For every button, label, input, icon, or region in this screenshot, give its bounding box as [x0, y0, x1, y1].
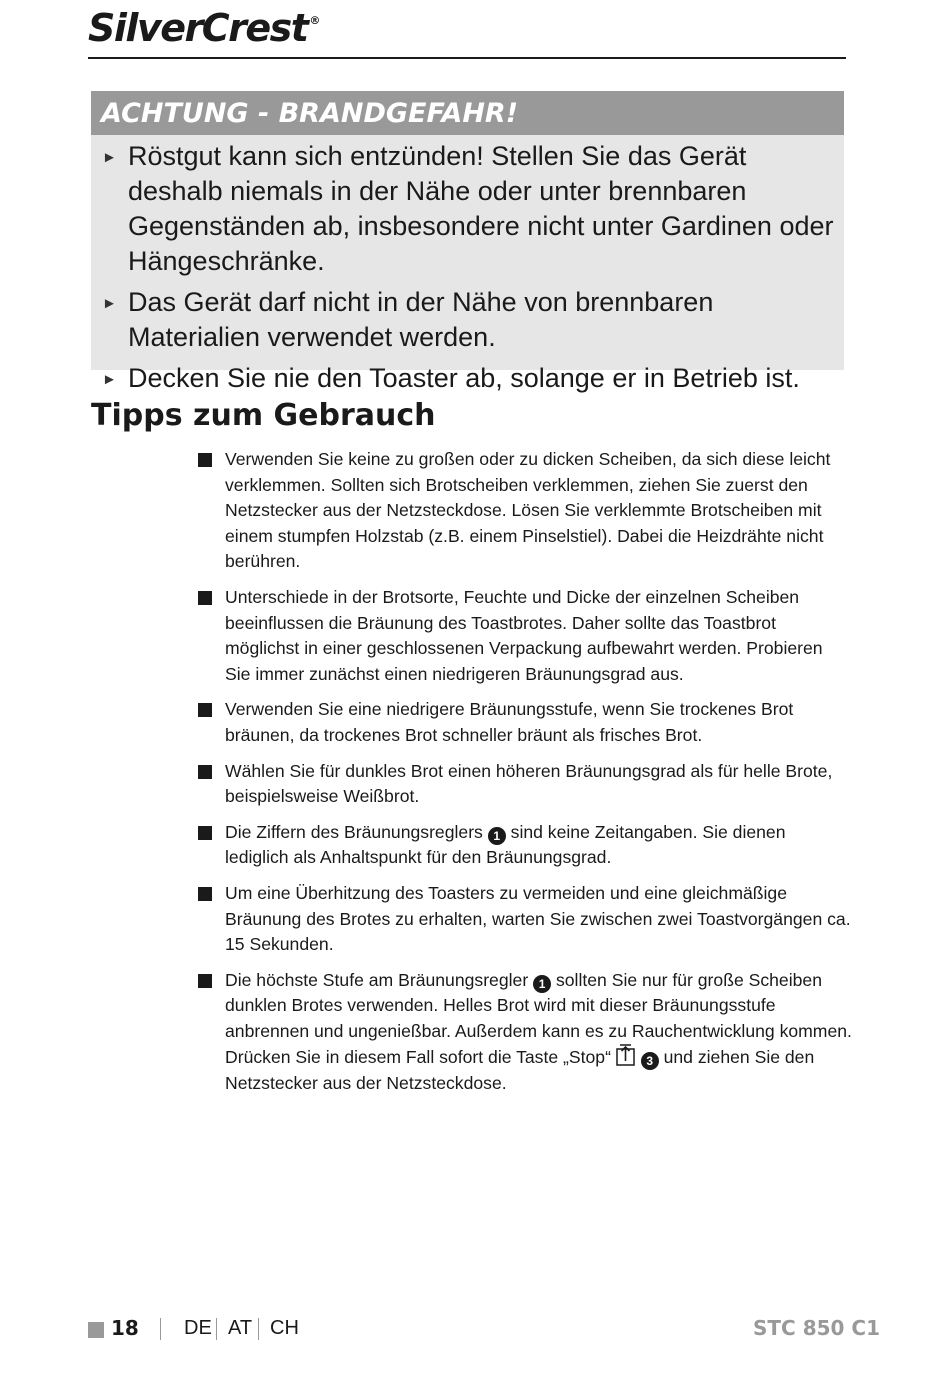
- footer-divider: [258, 1318, 259, 1340]
- browning-dial-ref-badge: 1: [488, 827, 506, 845]
- language-code: DE: [184, 1317, 212, 1339]
- page-footer: [88, 1316, 880, 1346]
- tips-list: [196, 447, 852, 1107]
- tip-text: und ziehen Sie den Netzstecker aus der Netzsteckdose.: [225, 1047, 815, 1094]
- footer-divider: [160, 1318, 161, 1340]
- square-bullet-icon: [198, 453, 212, 467]
- tip-text: Um eine Überhitzung des Toasters zu vermeiden und eine gleichmäßige Bräunung des Brotes zu erhalten, warten Sie zwischen zwei Toastvorgängen ca. 15 Sekunden.: [225, 882, 851, 955]
- warning-item: [91, 139, 844, 279]
- tip-item: [196, 968, 852, 1097]
- model-number: STC 850 C1: [753, 1316, 880, 1340]
- stop-button-icon: [616, 1044, 636, 1066]
- brand-logo: [88, 6, 319, 50]
- section-title: Tipps zum Gebrauch: [91, 398, 436, 433]
- warning-item-text: Decken Sie nie den Toaster ab, solange er in Betrieb ist.: [128, 363, 800, 393]
- tip-text: Verwenden Sie keine zu großen oder zu dicken Scheiben, da sich diese leicht verklemmen. Sollten sich Brotscheiben verklemmen, ziehen Sie zuerst den Netzstecker aus der Netzsteckdose. Lösen Sie verklemmte Brotscheiben mit einem stumpfen Holzstab (z.B. einem Pinselstiel). Dabei die Heizdrähte nicht berühren.: [225, 449, 831, 572]
- tip-text: Wählen Sie für dunkles Brot einen höheren Bräunungsgrad als für helle Brote, beispielsweise Weißbrot.: [225, 760, 833, 807]
- tip-text: Die Ziffern des Bräunungsreglers: [225, 821, 483, 842]
- warning-list: [91, 139, 844, 396]
- tip-item: [196, 697, 852, 748]
- language-code: CH: [270, 1317, 299, 1339]
- tip-item: [196, 759, 852, 810]
- arrow-bullet-icon: ►: [102, 371, 117, 388]
- tip-text: sollten Sie nur für große Scheiben dunklen Brotes verwenden. Helles Brot wird mit dieser Bräunungsstufe anbrennen und ungenießbar. Außerdem kann es zu Rauchentwicklung kommen. Drücken Sie in diesem Fall sofort die Taste „Stop“: [225, 969, 852, 1068]
- square-bullet-icon: [198, 974, 212, 988]
- browning-dial-ref-badge: 1: [533, 975, 551, 993]
- page-number: 18: [111, 1316, 139, 1340]
- square-bullet-icon: [198, 765, 212, 779]
- fire-warning-box: [91, 91, 844, 393]
- arrow-bullet-icon: ►: [102, 149, 117, 166]
- footer-square-icon: [88, 1322, 104, 1338]
- header-divider: [88, 57, 846, 59]
- arrow-bullet-icon: ►: [102, 295, 117, 312]
- tip-text: Verwenden Sie eine niedrigere Bräunungsstufe, wenn Sie trockenes Brot bräunen, da trockenes Brot schneller bräunt als frisches Brot.: [225, 699, 794, 745]
- warning-item-text: Das Gerät darf nicht in der Nähe von brennbaren Materialien verwendet werden.: [128, 287, 714, 352]
- warning-item: [91, 361, 844, 396]
- tip-item: [196, 447, 852, 575]
- warning-title: ACHTUNG - BRANDGEFAHR!: [91, 91, 844, 135]
- square-bullet-icon: [198, 591, 212, 605]
- square-bullet-icon: [198, 826, 212, 840]
- warning-item: [91, 285, 844, 355]
- square-bullet-icon: [198, 887, 212, 901]
- tip-item: [196, 585, 852, 687]
- registered-mark: ®: [309, 14, 319, 27]
- tip-text: sind keine Zeitangaben. Sie dienen lediglich als Anhaltspunkt für den Bräunungsgrad.: [225, 821, 786, 868]
- logo-text: SilverCrest: [88, 6, 308, 50]
- footer-divider: [216, 1318, 217, 1340]
- square-bullet-icon: [198, 703, 212, 717]
- tip-item: [196, 820, 852, 871]
- language-code: AT: [228, 1317, 253, 1339]
- tip-item: [196, 881, 852, 958]
- warning-item-text: Röstgut kann sich entzünden! Stellen Sie das Gerät deshalb niemals in der Nähe oder unter brennbaren Gegenständen ab, insbesondere nicht unter Gardinen oder Hängeschränke.: [128, 141, 834, 276]
- stop-button-ref-badge: 3: [641, 1052, 659, 1070]
- tip-text: Die höchste Stufe am Bräunungsregler: [225, 969, 529, 990]
- tip-text: Unterschiede in der Brotsorte, Feuchte und Dicke der einzelnen Scheiben beeinflussen die Bräunung des Toastbrotes. Daher sollte das Toastbrot möglichst in einer geschlossenen Verpackung aufbewahrt werden. Probieren Sie immer zunächst einen niedrigeren Bräunungsgrad aus.: [225, 586, 823, 684]
